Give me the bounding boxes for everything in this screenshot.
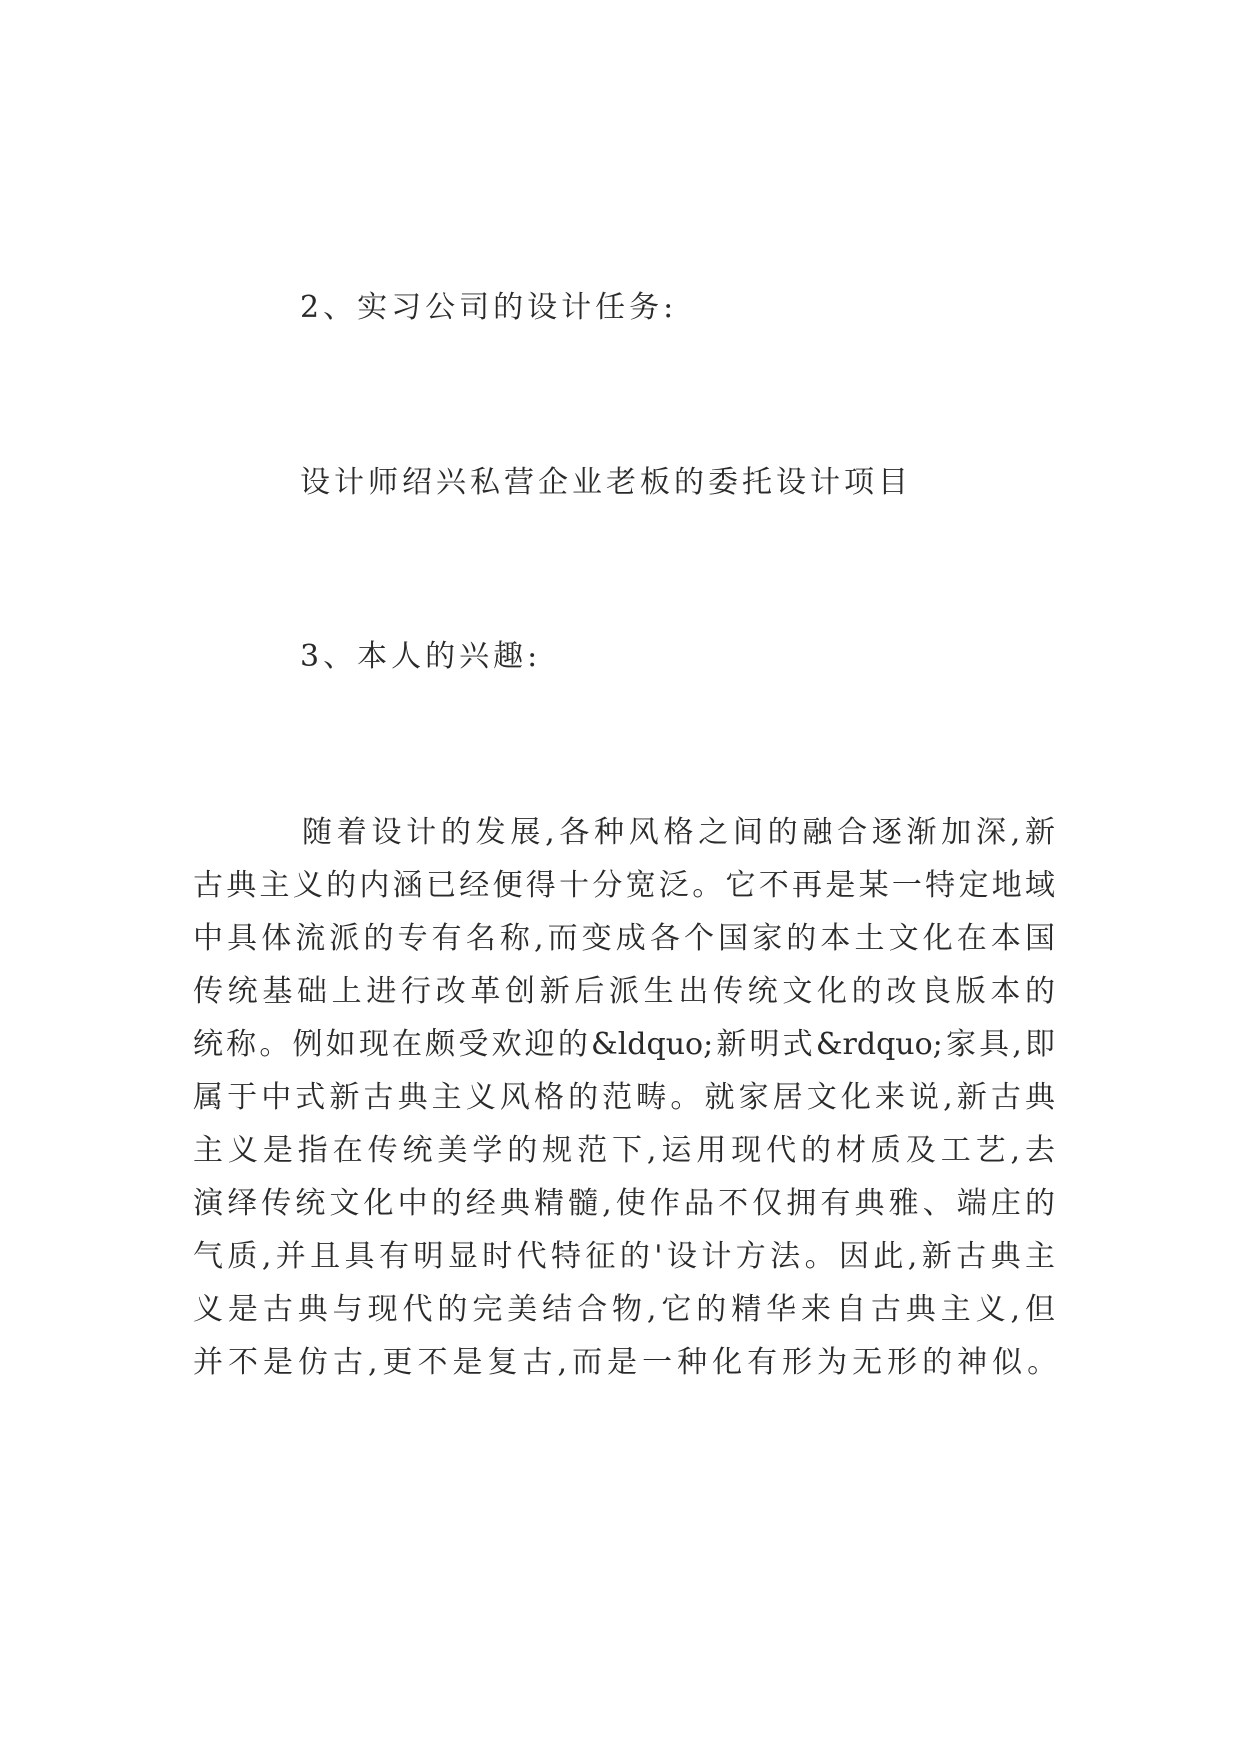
- body-line: 并不是仿古,更不是复古,而是一种化有形为无形的神似。: [193, 1345, 1063, 1380]
- body-line: 随着设计的发展,各种风格之间的融合逐渐加深,新: [302, 815, 1055, 850]
- body-line: 气质,并且具有明显时代特征的'设计方法。因此,新古典主: [193, 1239, 1055, 1274]
- body-line: 义是古典与现代的完美结合物,它的精华来自古典主义,但: [193, 1292, 1055, 1327]
- body-line: 统称。例如现在颇受欢迎的&ldquo;新明式&rdquo;家具,即: [193, 1027, 1055, 1062]
- body-line: 演绎传统文化中的经典精髓,使作品不仅拥有典雅、端庄的: [193, 1186, 1055, 1221]
- section-heading-design-task: 2、实习公司的设计任务:: [300, 290, 678, 325]
- body-line: 古典主义的内涵已经便得十分宽泛。它不再是某一特定地域: [193, 868, 1055, 903]
- body-paragraph: [193, 806, 1063, 1389]
- body-line: 属于中式新古典主义风格的范畴。就家居文化来说,新古典: [193, 1080, 1055, 1115]
- body-line: 传统基础上进行改革创新后派生出传统文化的改良版本的: [193, 974, 1055, 1009]
- body-line: 主义是指在传统美学的规范下,运用现代的材质及工艺,去: [193, 1133, 1055, 1168]
- section-heading-interest: 3、本人的兴趣:: [300, 639, 542, 674]
- project-description: 设计师绍兴私营企业老板的委托设计项目: [300, 465, 912, 500]
- body-line: 中具体流派的专有名称,而变成各个国家的本土文化在本国: [193, 921, 1055, 956]
